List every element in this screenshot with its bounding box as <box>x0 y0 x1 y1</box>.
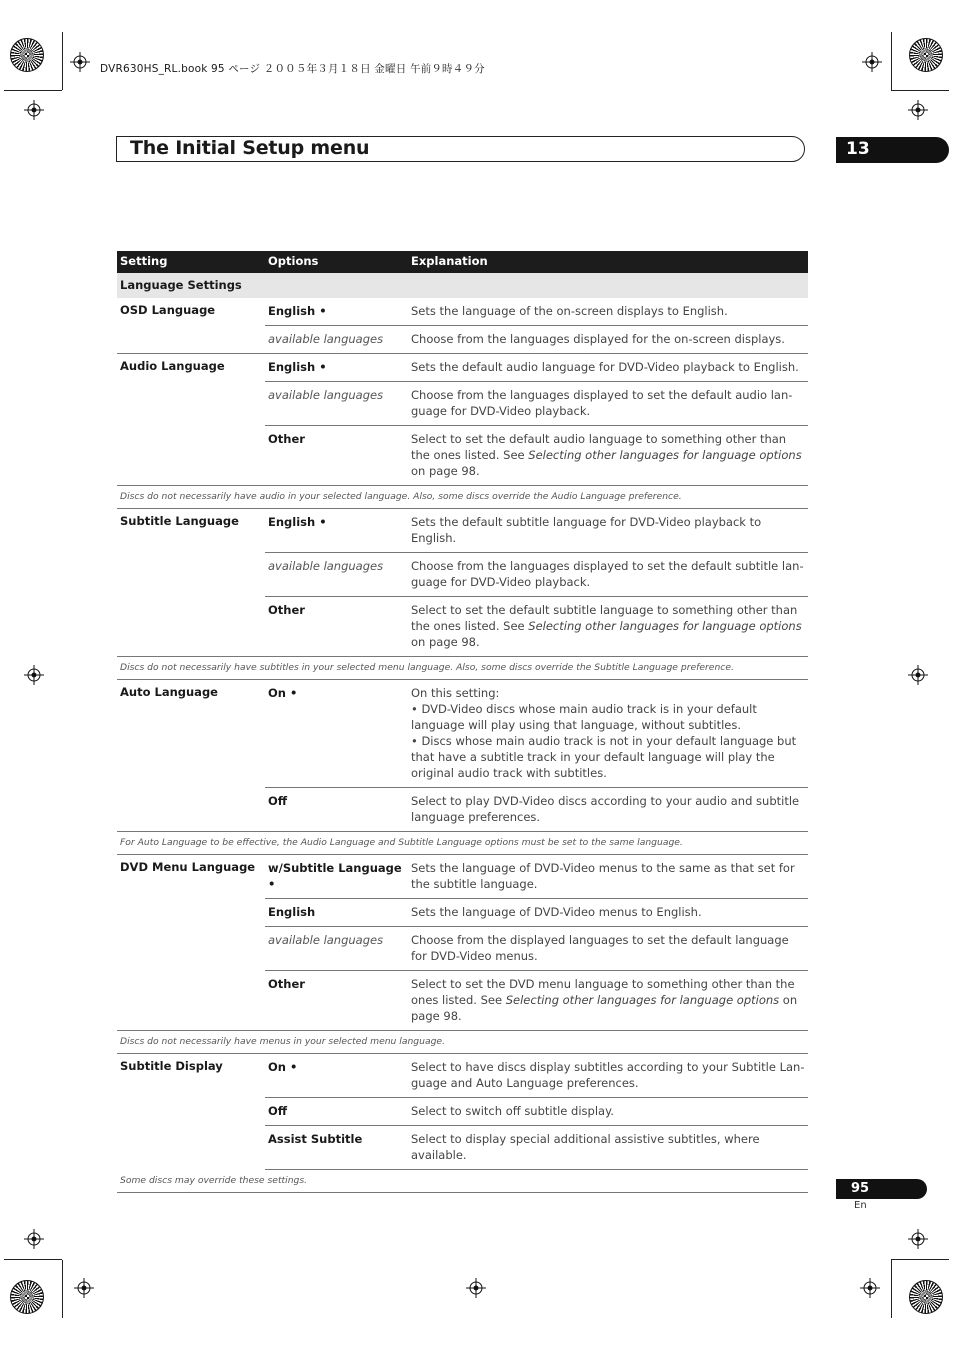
crop-mark <box>891 32 892 90</box>
option-label: Off <box>268 794 288 808</box>
option-label: available languages <box>268 388 384 402</box>
option-explanation: Select to play DVD-Video discs according to your audio and subtitle language preferences. <box>411 794 800 824</box>
crop-mark <box>891 1260 892 1318</box>
setting-group <box>117 509 808 656</box>
section-row <box>117 273 808 298</box>
table-row <box>265 354 808 382</box>
crosshair-icon <box>908 665 928 685</box>
table-row <box>265 553 808 597</box>
crop-mark <box>4 1259 62 1260</box>
chapter-number: 13 <box>846 139 870 159</box>
page-number-badge <box>836 1179 927 1199</box>
crosshair-icon <box>862 52 882 72</box>
header-setting: Setting <box>120 254 168 268</box>
header-options: Options <box>268 254 319 268</box>
group-note: For Auto Language to be effective, the Audio Language and Subtitle Language options must be set to the same language. <box>117 831 808 855</box>
table-row <box>265 298 808 326</box>
book-file-header: DVR630HS_RL.book 95 ページ ２００５年３月１８日 金曜日 午前９時４９分 <box>100 63 485 75</box>
group-note: Discs do not necessarily have audio in your selected language. Also, some discs override the Audio Language preference. <box>117 485 808 509</box>
option-explanation: On this setting: • DVD-Video discs whose main audio track is in your default language will play using that language, without subtitles. • Discs whose main audio track is not in your default language but that have a subtitle track in your default language will play the original audio track with subtitles. <box>411 686 797 780</box>
option-explanation: Select to have discs display subtitles according to your Subtitle Lan-guage and Auto Language preferences. <box>411 1060 805 1090</box>
group-note: Some discs may override these settings. <box>117 1170 808 1193</box>
table-row <box>265 899 808 927</box>
option-label: Other <box>268 977 305 991</box>
group-note: Discs do not necessarily have menus in your selected menu language. <box>117 1030 808 1054</box>
group-note: Discs do not necessarily have subtitles in your selected menu language. Also, some discs override the Subtitle Language preference. <box>117 656 808 680</box>
table-header <box>117 251 808 273</box>
crosshair-icon <box>24 100 44 120</box>
setting-group <box>117 354 808 485</box>
setting-name: Audio Language <box>120 359 225 373</box>
setting-name: OSD Language <box>120 303 216 317</box>
table-row <box>265 855 808 899</box>
table-row <box>265 927 808 971</box>
table-row <box>265 597 808 656</box>
option-label: English • <box>268 360 327 374</box>
cross-reference: Selecting other languages for language options <box>505 993 780 1007</box>
option-explanation: Choose from the languages displayed to set the default subtitle lan-guage for DVD-Video playback. <box>411 559 804 589</box>
table-row <box>265 788 808 831</box>
option-label: available languages <box>268 933 384 947</box>
page-number: 95 <box>851 1181 870 1196</box>
section-title: Language Settings <box>120 278 242 292</box>
setting-group <box>117 298 808 354</box>
registration-sunburst-icon <box>909 1280 943 1314</box>
crop-mark <box>62 32 63 90</box>
crosshair-icon <box>74 1278 94 1298</box>
table-row <box>265 1054 808 1098</box>
option-explanation: Sets the default subtitle language for DVD-Video playback to English. <box>411 515 762 545</box>
table-row <box>265 382 808 426</box>
crosshair-icon <box>24 1229 44 1249</box>
option-explanation: Choose from the displayed languages to set the default language for DVD-Video menus. <box>411 933 789 963</box>
crop-mark <box>891 1259 949 1260</box>
option-label: available languages <box>268 332 384 346</box>
setting-name: DVD Menu Language <box>120 860 256 874</box>
option-label: English • <box>268 304 327 318</box>
setting-group <box>117 855 808 1030</box>
option-explanation: Sets the language of DVD-Video menus to English. <box>411 905 702 919</box>
registration-sunburst-icon <box>10 38 44 72</box>
page-title: The Initial Setup menu <box>130 137 370 159</box>
header-explanation: Explanation <box>411 254 488 268</box>
option-explanation: Choose from the languages displayed to set the default audio lan-guage for DVD-Video playback. <box>411 388 793 418</box>
setting-group <box>117 680 808 831</box>
table-row <box>265 971 808 1030</box>
crosshair-icon <box>908 100 928 120</box>
option-explanation: Sets the language of DVD-Video menus to the same as that set for the subtitle language. <box>411 861 795 891</box>
option-label: Other <box>268 432 305 446</box>
table-row <box>265 680 808 788</box>
setting-group <box>117 1054 808 1170</box>
option-label: English <box>268 905 316 919</box>
option-label: available languages <box>268 559 384 573</box>
option-explanation: Sets the language of the on-screen displays to English. <box>411 304 728 318</box>
table-row <box>265 1098 808 1126</box>
option-explanation: Select to display special additional assistive subtitles, where available. <box>411 1132 760 1162</box>
crosshair-icon <box>908 1229 928 1249</box>
settings-table <box>117 251 808 1193</box>
option-explanation: Sets the default audio language for DVD-Video playback to English. <box>411 360 799 374</box>
crosshair-icon <box>860 1278 880 1298</box>
option-explanation: Select to switch off subtitle display. <box>411 1104 614 1118</box>
cross-reference: Selecting other languages for language options <box>528 448 802 462</box>
crosshair-icon <box>70 52 90 72</box>
option-label: Off <box>268 1104 288 1118</box>
crosshair-icon <box>24 665 44 685</box>
option-explanation: Select to set the default audio language to something other than the ones listed. See Selecting other languages for language options on page 98. <box>411 432 802 478</box>
option-label: On • <box>268 686 298 700</box>
table-row <box>265 426 808 485</box>
table-row <box>265 326 808 353</box>
option-explanation: Select to set the DVD menu language to something other than the ones listed. See Selecting other languages for language options on page 98. <box>411 977 798 1023</box>
crop-mark <box>891 90 949 91</box>
option-label: Assist Subtitle <box>268 1132 363 1146</box>
option-label: Other <box>268 603 305 617</box>
crop-mark <box>62 1260 63 1318</box>
option-explanation: Choose from the languages displayed for the on-screen displays. <box>411 332 785 346</box>
page-language: En <box>854 1200 867 1211</box>
table-row <box>265 1126 808 1170</box>
option-explanation: Select to set the default subtitle language to something other than the ones listed. See Selecting other languages for language options on page 98. <box>411 603 802 649</box>
setting-name: Subtitle Language <box>120 514 239 528</box>
crosshair-icon <box>466 1278 486 1298</box>
registration-sunburst-icon <box>909 38 943 72</box>
option-label: English • <box>268 515 327 529</box>
option-label: w/Subtitle Language • <box>268 861 402 891</box>
registration-sunburst-icon <box>10 1280 44 1314</box>
setting-name: Auto Language <box>120 685 218 699</box>
table-row <box>265 509 808 553</box>
cross-reference: Selecting other languages for language options <box>528 619 802 633</box>
crop-mark <box>4 90 62 91</box>
setting-name: Subtitle Display <box>120 1059 223 1073</box>
option-label: On • <box>268 1060 298 1074</box>
